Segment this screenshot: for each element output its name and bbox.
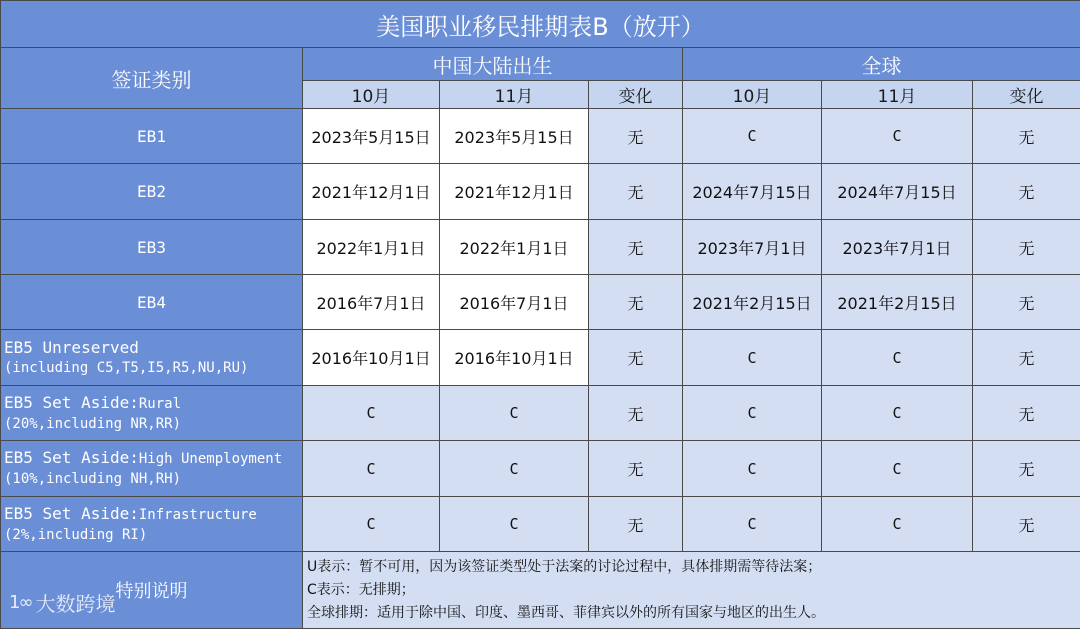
table-cell: 无 xyxy=(973,497,1080,552)
visa-category-header: 签证类别 xyxy=(1,48,303,109)
table-cell: C xyxy=(683,386,822,441)
row-label xyxy=(1,441,303,497)
table-cell: 无 xyxy=(973,220,1080,275)
table-cell: 无 xyxy=(589,330,683,386)
watermark-logo-icon: 1∞ xyxy=(9,592,31,613)
table-cell: 2016年10月1日 xyxy=(440,330,589,386)
row-label-main-small: High Unemployment xyxy=(139,451,282,467)
row-label: EB3 xyxy=(1,220,303,275)
row-label-sub: (including C5,T5,I5,R5,NU,RU) xyxy=(4,358,302,378)
row-label: EB4 xyxy=(1,275,303,330)
table-cell: 2023年5月15日 xyxy=(303,109,440,164)
row-label-main: EB5 Unreserved xyxy=(4,338,302,358)
table-row xyxy=(1,330,1080,386)
table-cell: 2016年10月1日 xyxy=(303,330,440,386)
table-cell: C xyxy=(683,497,822,552)
table-cell: 无 xyxy=(973,441,1080,497)
table-cell: 2021年12月1日 xyxy=(303,164,440,220)
table-cell: 无 xyxy=(589,109,683,164)
row-label-sub: (10%,including NH,RH) xyxy=(4,469,302,489)
row-label xyxy=(1,497,303,552)
table-cell: 无 xyxy=(589,164,683,220)
row-label: EB2 xyxy=(1,164,303,220)
table-cell: 2021年2月15日 xyxy=(822,275,973,330)
table-cell: C xyxy=(683,109,822,164)
table-title: 美国职业移民排期表B（放开） xyxy=(1,1,1080,48)
note-line: U表示：暂不可用，因为该签证类型处于法案的讨论过程中，具体排期需等待法案； xyxy=(307,556,1080,579)
table-cell: 无 xyxy=(589,275,683,330)
global-group-header: 全球 xyxy=(683,48,1080,81)
table-cell: 2016年7月1日 xyxy=(303,275,440,330)
watermark xyxy=(9,588,115,617)
table-cell: C xyxy=(822,330,973,386)
note-line: C表示：无排期； xyxy=(307,579,1080,602)
row-label-main: EB5 Set Aside: xyxy=(4,504,139,523)
table-cell: 2023年7月1日 xyxy=(683,220,822,275)
table-cell: C xyxy=(303,441,440,497)
table-cell: 无 xyxy=(589,441,683,497)
table-cell: C xyxy=(822,386,973,441)
table-cell: 2022年1月1日 xyxy=(440,220,589,275)
table-cell: C xyxy=(303,497,440,552)
table-cell: 无 xyxy=(589,386,683,441)
table-cell: 2023年7月1日 xyxy=(822,220,973,275)
table-row xyxy=(1,497,1080,552)
table-cell: 2021年12月1日 xyxy=(440,164,589,220)
row-label-main: EB5 Set Aside: xyxy=(4,393,139,412)
row-label-main-small: Infrastructure xyxy=(139,507,257,523)
row-label-main: EB5 Set Aside: xyxy=(4,448,139,467)
table-cell: 2021年2月15日 xyxy=(683,275,822,330)
table-cell: C xyxy=(440,386,589,441)
notes-content xyxy=(303,552,1080,629)
table-row xyxy=(1,441,1080,497)
table-cell: 2024年7月15日 xyxy=(683,164,822,220)
row-label-sub: (2%,including RI) xyxy=(4,525,302,545)
row-label: EB1 xyxy=(1,109,303,164)
table-cell: 无 xyxy=(973,330,1080,386)
table-cell: C xyxy=(822,497,973,552)
table-cell: C xyxy=(440,497,589,552)
table-row xyxy=(1,164,1080,220)
note-line: 全球排期：适用于除中国、印度、墨西哥、菲律宾以外的所有国家与地区的出生人。 xyxy=(307,602,1080,625)
table-cell: 无 xyxy=(973,275,1080,330)
table-cell: C xyxy=(303,386,440,441)
table-row xyxy=(1,220,1080,275)
table-cell: C xyxy=(822,441,973,497)
table-cell: C xyxy=(683,441,822,497)
table-cell: 2023年5月15日 xyxy=(440,109,589,164)
column-header: 10月 xyxy=(303,81,440,109)
row-label-main-small: Rural xyxy=(139,396,181,412)
china-group-header: 中国大陆出生 xyxy=(303,48,683,81)
column-header: 11月 xyxy=(822,81,973,109)
column-header: 10月 xyxy=(683,81,822,109)
table-row xyxy=(1,275,1080,330)
column-header: 变化 xyxy=(973,81,1080,109)
table-cell: 2022年1月1日 xyxy=(303,220,440,275)
column-header: 11月 xyxy=(440,81,589,109)
notes-label xyxy=(1,552,303,629)
watermark-text: 大数跨境 xyxy=(35,588,115,617)
table-cell: 2016年7月1日 xyxy=(440,275,589,330)
table-cell: C xyxy=(440,441,589,497)
row-label xyxy=(1,330,303,386)
table-cell: 无 xyxy=(589,220,683,275)
table-cell: 无 xyxy=(973,164,1080,220)
notes-label-text: 特别说明 xyxy=(116,581,188,602)
table-cell: C xyxy=(683,330,822,386)
table-row xyxy=(1,386,1080,441)
table-cell: 无 xyxy=(589,497,683,552)
table-cell: 无 xyxy=(973,109,1080,164)
table-cell: C xyxy=(822,109,973,164)
row-label xyxy=(1,386,303,441)
table-cell: 无 xyxy=(973,386,1080,441)
column-header: 变化 xyxy=(589,81,683,109)
row-label-sub: (20%,including NR,RR) xyxy=(4,414,302,434)
table-cell: 2024年7月15日 xyxy=(822,164,973,220)
table-row xyxy=(1,109,1080,164)
